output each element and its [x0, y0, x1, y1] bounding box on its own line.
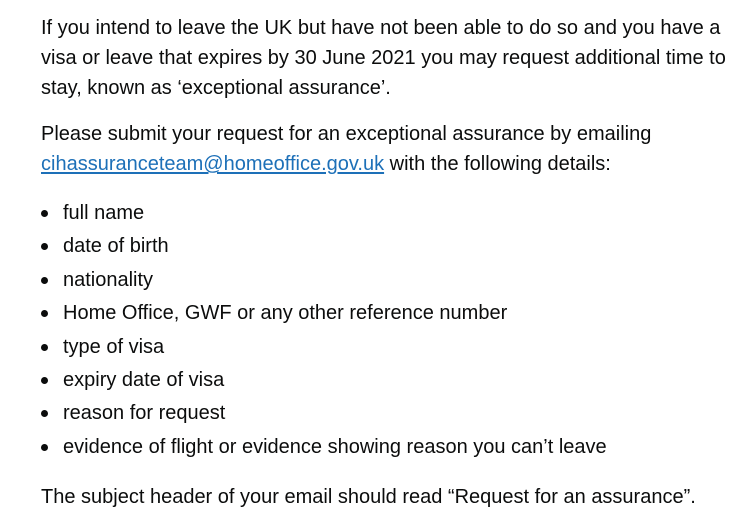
subject-note-paragraph: The subject header of your email should read “Request for an assurance”. — [41, 486, 696, 509]
bullet-icon — [41, 377, 48, 384]
list-item — [41, 331, 736, 364]
list-item-label: Home Office, GWF or any other reference number — [63, 302, 508, 325]
bullet-icon — [41, 243, 48, 250]
list-item — [41, 364, 736, 397]
list-item-label: reason for request — [63, 402, 226, 425]
list-item-label: expiry date of visa — [63, 369, 225, 392]
bullet-icon — [41, 410, 48, 417]
request-paragraph — [41, 119, 736, 179]
list-item-label: nationality — [63, 268, 154, 291]
list-item-label: full name — [63, 202, 145, 224]
list-item-label: date of birth — [63, 235, 169, 258]
list-item — [41, 264, 736, 297]
list-item-label: evidence of flight or evidence showing reason you can’t leave — [63, 435, 607, 458]
intro-paragraph: If you intend to leave the UK but have not been able to do so and you have a visa or leave that expires by 30 June 2021 you may request additional time to stay, known as ‘exceptional assurance’. — [41, 17, 726, 99]
request-text-after-link: with the following details: — [384, 153, 611, 175]
bullet-icon — [41, 277, 48, 284]
bullet-icon — [41, 344, 48, 351]
list-item-label: type of visa — [63, 335, 165, 358]
bullet-icon — [41, 210, 48, 217]
list-item — [41, 230, 736, 263]
list-item — [41, 197, 736, 230]
bullet-icon — [41, 444, 48, 451]
email-link[interactable]: cihassuranceteam@homeoffice.gov.uk — [41, 153, 385, 175]
list-item — [41, 397, 736, 430]
request-text-before-link: Please submit your request for an exceptional assurance by emailing — [41, 123, 652, 145]
bullet-icon — [41, 310, 48, 317]
details-list — [41, 197, 736, 464]
list-item — [41, 297, 736, 330]
list-item — [41, 431, 736, 464]
